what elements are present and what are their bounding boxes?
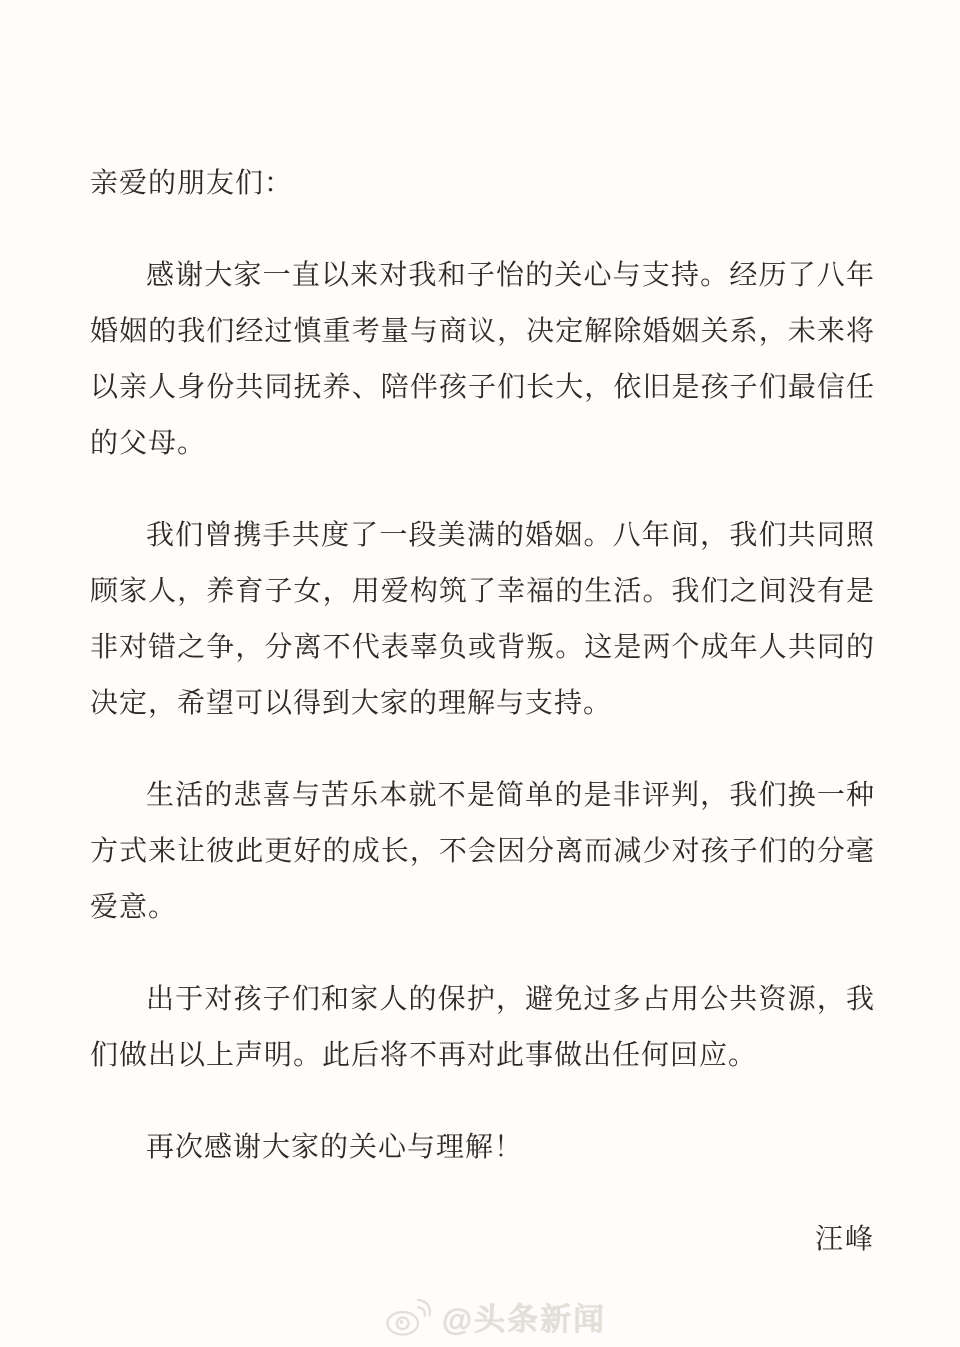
statement-paragraph: 生活的悲喜与苦乐本就不是简单的是非评判，我们换一种方式来让彼此更好的成长，不会因分离而减少对孩子们的分毫爱意。 <box>90 780 875 923</box>
salutation: 亲爱的朋友们： <box>90 168 294 199</box>
statement-paragraph: 再次感谢大家的关心与理解！ <box>146 1132 524 1163</box>
statement-paragraph: 我们曾携手共度了一段美满的婚姻。八年间，我们共同照顾家人，养育子女，用爱构筑了幸福的生活。我们之间没有是非对错之争，分离不代表辜负或背叛。这是两个成年人共同的决定，希望可以得到大家的理解与支持。 <box>90 520 875 719</box>
watermark <box>14 1294 960 1339</box>
statement-paragraph: 感谢大家一直以来对我和子怡的关心与支持。经历了八年婚姻的我们经过慎重考量与商议，决定解除婚姻关系，未来将以亲人身份共同抚养、陪伴孩子们长大，依旧是孩子们最信任的父母。 <box>90 260 875 459</box>
statement-paragraph: 出于对孩子们和家人的保护，避免过多占用公共资源，我们做出以上声明。此后将不再对此事做出任何回应。 <box>90 984 875 1071</box>
statement-body <box>90 248 875 1176</box>
signature: 汪峰 <box>814 1224 875 1255</box>
watermark-label: @头条新闻 <box>441 1302 607 1337</box>
weibo-logo-icon <box>382 1295 436 1339</box>
